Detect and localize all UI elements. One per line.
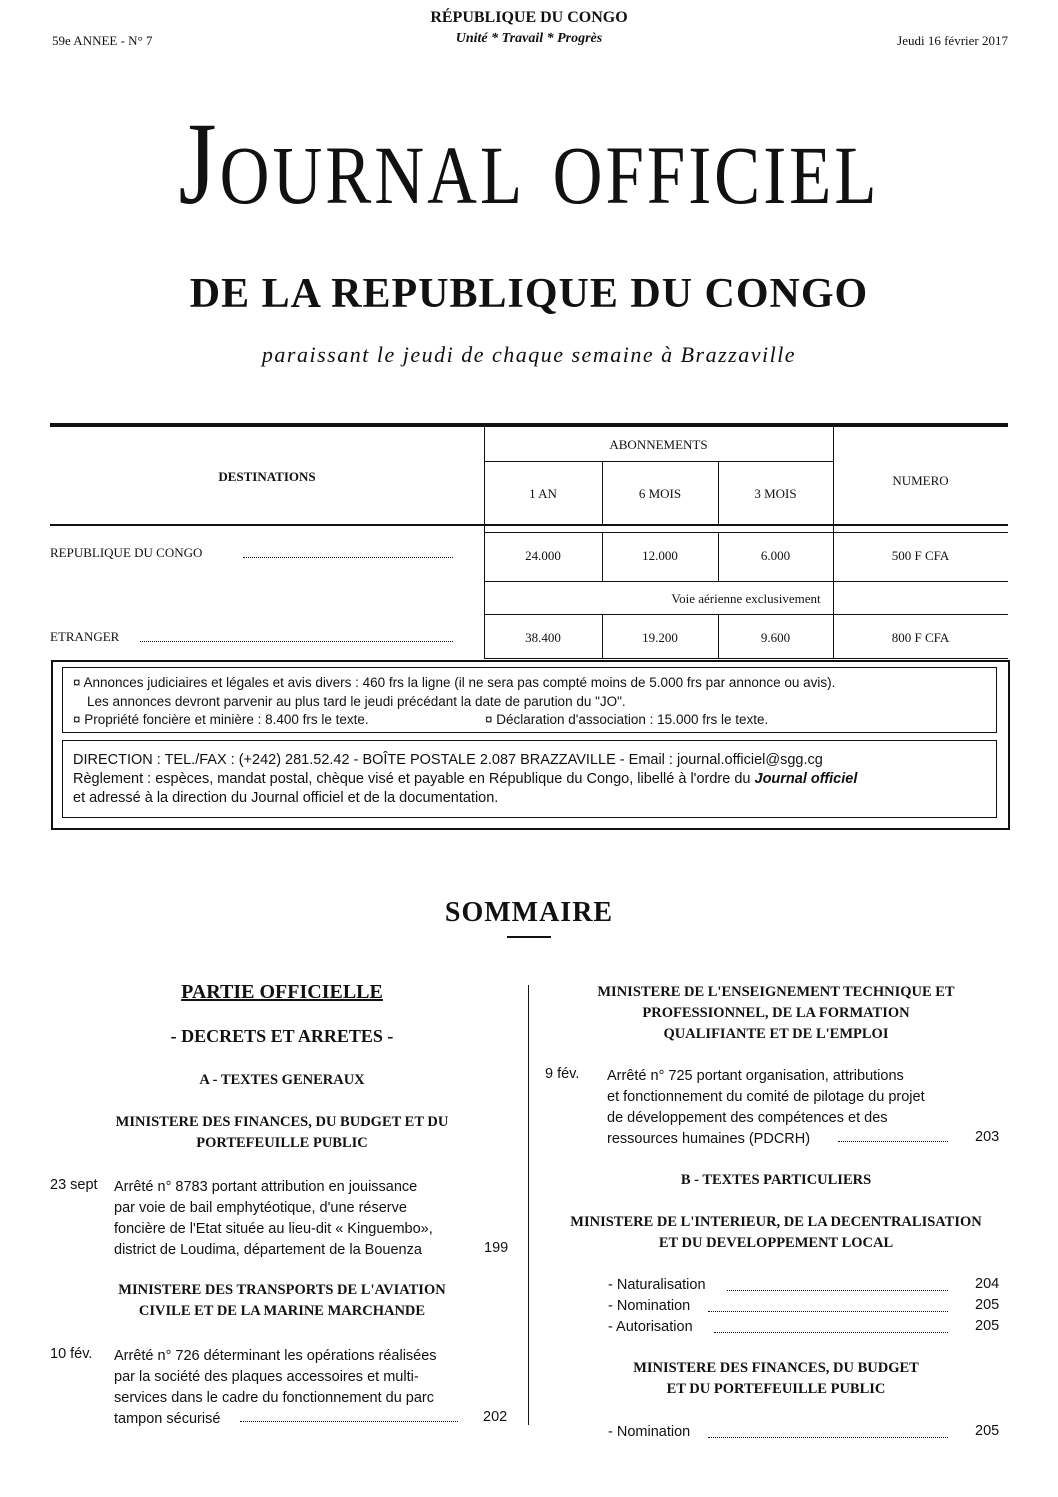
entry-line: services dans le cadre du fonctionnement du parc [114,1390,434,1406]
dot-leader [140,641,453,642]
ministry-heading-line: CIVILE ET DE LA MARINE MARCHANDE [138,1303,426,1319]
journal-subtitle: DE LA REPUBLIQUE DU CONGO [189,271,869,317]
entry-text [607,1066,967,1150]
entry-line: Arrêté n° 726 déterminant les opérations réalisées [114,1348,437,1364]
dot-leader [708,1437,948,1438]
annonces-line: Les annonces devront parvenir au plus tard le jeudi précédant la date de parution du "JO". [87,694,626,709]
entry-line: de développement des compétences et des [607,1110,888,1126]
sommaire-underline [507,936,551,938]
entry-line: par la société des plaques accessoires et multi- [114,1369,419,1385]
entry-date: 23 sept [50,1177,98,1193]
dot-leader [838,1141,948,1142]
annonces-box [62,667,997,733]
table-rule [484,614,1008,615]
toc-item-label: - Nomination [608,1298,691,1314]
direction-box [62,740,997,818]
direction-contact: DIRECTION : TEL./FAX : (+242) 281.52.42 - BOÎTE POSTALE 2.087 BRAZZAVILLE - Email : journal.officiel@sgg.cg [73,752,823,768]
entry-text [114,1346,464,1430]
ministry-heading [540,1358,1012,1400]
journal-title: Journal officiel [178,100,880,230]
entry-line: Arrêté n° 725 portant organisation, attributions [607,1068,904,1084]
sommaire-title: SOMMAIRE [444,897,614,928]
toc-item-label: - Nomination [608,1424,691,1440]
toc-item-page: 205 [975,1297,1000,1313]
dot-leader [243,557,453,558]
ministry-heading-line: MINISTERE DES FINANCES, DU BUDGET ET DU [115,1114,449,1130]
period-header: 1 AN [529,486,557,501]
partie-officielle-heading: PARTIE OFFICIELLE [181,981,383,1003]
price-cell: 12.000 [642,548,678,563]
destination-label: ETRANGER [50,629,120,644]
entry-line: par voie de bail emphytéotique, d'une réserve [114,1200,407,1216]
entry-line: foncière de l'Etat située au lieu-dit « Kinguembo», [114,1221,433,1237]
period-header: 3 MOIS [754,486,797,501]
toc-item-page: 204 [975,1276,1000,1292]
table-rule [484,461,833,462]
toc-item-label: - Naturalisation [608,1277,706,1293]
airmail-note: Voie aérienne exclusivement [671,591,821,606]
ministry-heading-line: PORTEFEUILLE PUBLIC [196,1135,368,1151]
entry-page: 202 [483,1409,508,1425]
table-divider [833,427,834,659]
dot-leader [714,1332,948,1333]
republic-heading: RÉPUBLIQUE DU CONGO [430,9,628,26]
entry-line: Arrêté n° 8783 portant attribution en jouissance [114,1179,418,1195]
ministry-heading [50,1280,514,1322]
price-cell: 9.600 [760,630,791,645]
dot-leader [727,1290,948,1291]
table-rule [50,524,1008,526]
dot-leader [240,1421,458,1422]
table-rule [484,532,1008,533]
period-header: 6 MOIS [638,486,682,501]
column-divider [528,985,529,1425]
price-cell: 38.400 [525,630,561,645]
toc-item-page: 205 [975,1423,1000,1439]
ministry-heading-line: PROFESSIONNEL, DE LA FORMATION [642,1005,910,1021]
entry-line: tampon sécurisé [114,1411,221,1427]
payment-text: Règlement : espèces, mandat postal, chèque visé et payable en République du Congo, libellé à l'ordre du [73,771,755,787]
textes-particuliers-heading: B - TEXTES PARTICULIERS [680,1172,872,1188]
annonces-line: ¤ Déclaration d'association : 15.000 frs le texte. [485,712,769,727]
direction-payment [73,771,857,787]
table-top-rule [50,423,1008,427]
edition-number: 59e ANNEE - N° 7 [52,33,153,48]
price-cell: 19.200 [642,630,678,645]
entry-line: et fonctionnement du comité de pilotage du projet [607,1089,925,1105]
ministry-heading [50,1112,514,1154]
destinations-header: DESTINATIONS [218,469,316,484]
price-cell: 24.000 [525,548,561,563]
abonnements-header: ABONNEMENTS [609,437,708,452]
annonces-line: ¤ Propriété foncière et minière : 8.400 frs le texte. [73,712,369,727]
numero-price: 800 F CFA [891,630,950,645]
toc-item-page: 205 [975,1318,1000,1334]
ministry-heading-line: MINISTERE DES FINANCES, DU BUDGET [633,1360,919,1376]
ministry-heading [540,1212,1012,1254]
entry-line: district de Loudima, département de la Bouenza [114,1242,422,1258]
table-rule [484,581,1008,582]
textes-generaux-heading: A - TEXTES GENERAUX [199,1072,365,1088]
destination-label: REPUBLIQUE DU CONGO [50,545,203,560]
journal-name-emphasis: Journal officiel [754,771,858,787]
price-cell: 6.000 [760,548,791,563]
dot-leader [708,1311,948,1312]
entry-page: 203 [975,1129,1000,1145]
ministry-heading-line: MINISTERE DE L'ENSEIGNEMENT TECHNIQUE ET [597,984,955,1000]
numero-header: NUMERO [892,473,949,488]
ministry-heading [540,982,1012,1045]
entry-page: 199 [484,1240,509,1256]
issue-date: Jeudi 16 février 2017 [897,33,1008,48]
national-motto: Unité * Travail * Progrès [455,31,603,46]
ministry-heading-line: QUALIFIANTE ET DE L'EMPLOI [663,1026,889,1042]
toc-item-label: - Autorisation [608,1319,693,1335]
ministry-heading-line: ET DU PORTEFEUILLE PUBLIC [666,1381,886,1397]
table-rule [484,658,1008,659]
entry-date: 9 fév. [545,1066,580,1082]
ministry-heading-line: MINISTERE DE L'INTERIEUR, DE LA DECENTRALISATION [570,1214,982,1230]
decrets-heading: - DECRETS ET ARRETES - [170,1026,394,1046]
entry-date: 10 fév. [50,1346,93,1362]
entry-text [114,1177,464,1261]
annonces-line: ¤ Annonces judiciaires et légales et avis divers : 460 frs la ligne (il ne sera pas compté moins de 5.000 frs par annonce ou avis). [73,675,836,690]
ministry-heading-line: MINISTERE DES TRANSPORTS DE L'AVIATION [118,1282,446,1298]
publication-frequency: paraissant le jeudi de chaque semaine à Brazzaville [261,342,797,367]
direction-address: et adressé à la direction du Journal officiel et de la documentation. [73,790,499,806]
ministry-heading-line: ET DU DEVELOPPEMENT LOCAL [658,1235,894,1251]
numero-price: 500 F CFA [891,548,950,563]
entry-line: ressources humaines (PDCRH) [607,1131,811,1147]
